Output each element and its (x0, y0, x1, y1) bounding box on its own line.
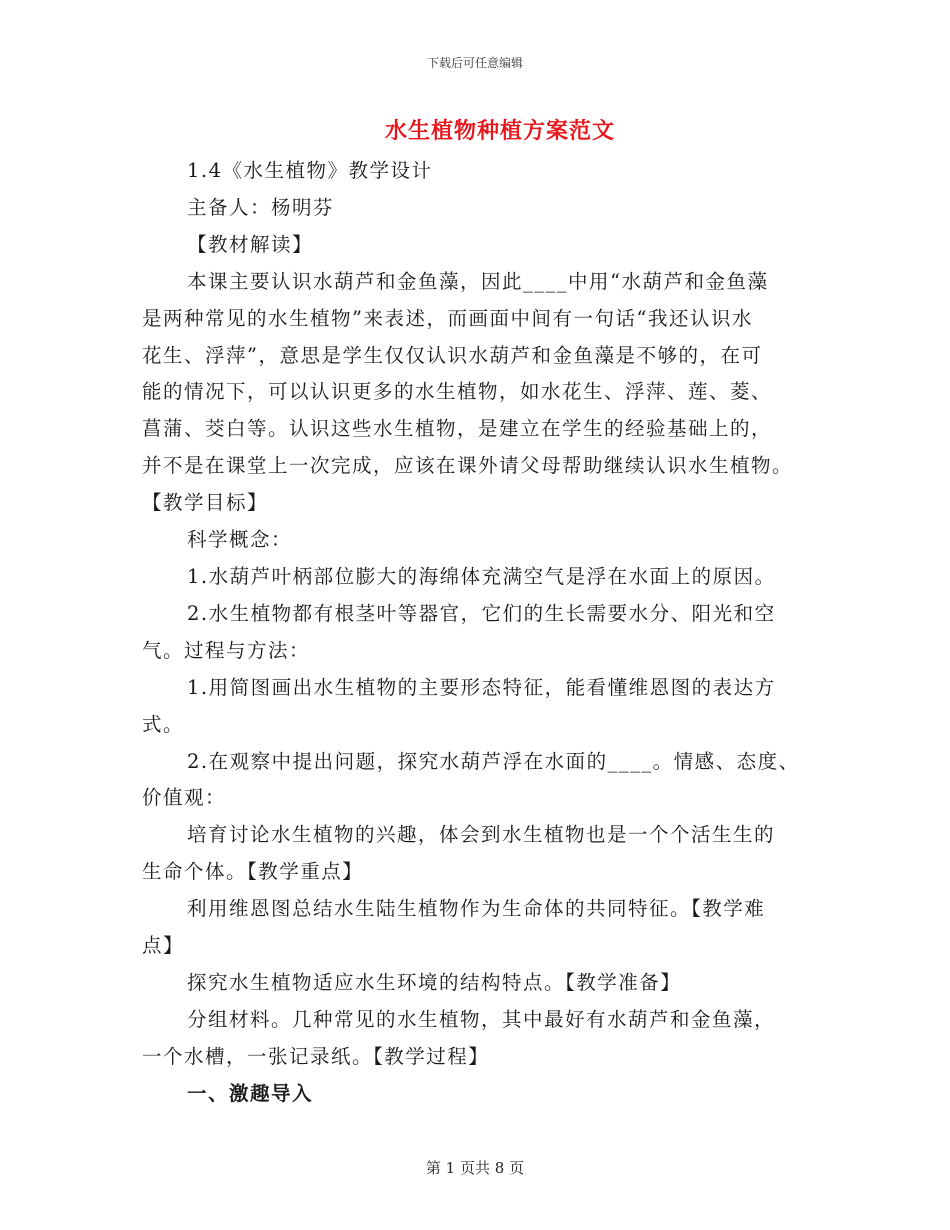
body-line: 点】 (142, 934, 185, 958)
body-line: 1.水葫芦叶柄部位膨大的海绵体充满空气是浮在水面上的原因。 (187, 564, 776, 588)
section-heading: 【教材解读】 (187, 232, 314, 256)
header-note: 下载后可任意编辑 (426, 56, 523, 70)
page-footer: 第 1 页共 8 页 (425, 1159, 525, 1177)
body-line: 科学概念： (187, 528, 293, 552)
document-body (142, 153, 812, 1113)
body-line: 主备人：杨明芬 (187, 195, 335, 219)
body-line: 一个水槽，一张记录纸。【教学过程】 (142, 1044, 490, 1068)
body-line: 1.用简图画出水生植物的主要形态特征，能看懂维恩图的表达方 (187, 675, 776, 699)
body-line: 并不是在课堂上一次完成，应该在课外请父母帮助继续认识水生植物。 (142, 454, 794, 478)
body-line: 生命个体。【教学重点】 (142, 860, 364, 884)
body-line: 分组材料。几种常见的水生植物，其中最好有水葫芦和金鱼藻， (187, 1007, 776, 1031)
body-line: 菖蒲、茭白等。认识这些水生植物，是建立在学生的经验基础上的， (142, 417, 773, 441)
body-line: 价值观： (142, 786, 227, 810)
body-line: 气。过程与方法： (142, 638, 311, 662)
body-line: 2.水生植物都有根茎叶等器官，它们的生长需要水分、阳光和空 (187, 601, 776, 625)
body-line: 花生、浮萍”，意思是学生仅仅认识水葫芦和金鱼藻是不够的，在可 (142, 343, 763, 367)
body-line: 能的情况下，可以认识更多的水生植物，如水花生、浮萍、莲、菱、 (142, 380, 773, 404)
body-line: 培育讨论水生植物的兴趣，体会到水生植物也是一个个活生生的 (187, 823, 776, 847)
body-line: 探究水生植物适应水生环境的结构特点。【教学准备】 (187, 970, 682, 994)
section-heading: 一、激趣导入 (187, 1081, 314, 1105)
body-line: 是两种常见的水生植物”来表述，而画面中间有一句话“我还认识水 (142, 306, 753, 330)
body-line: 1.4《水生植物》教学设计 (187, 159, 433, 182)
body-line: 本课主要认识水葫芦和金鱼藻，因此____中用“水葫芦和金鱼藻 (187, 269, 769, 293)
document-title: 水生植物种植方案范文 (384, 118, 615, 144)
section-heading: 【教学目标】 (142, 491, 269, 515)
body-line: 式。 (142, 712, 185, 736)
body-line: 2.在观察中提出问题，探究水葫芦浮在水面的____。情感、态度、 (187, 749, 800, 773)
body-line: 利用维恩图总结水生陆生植物作为生命体的共同特征。【教学难 (187, 897, 766, 921)
